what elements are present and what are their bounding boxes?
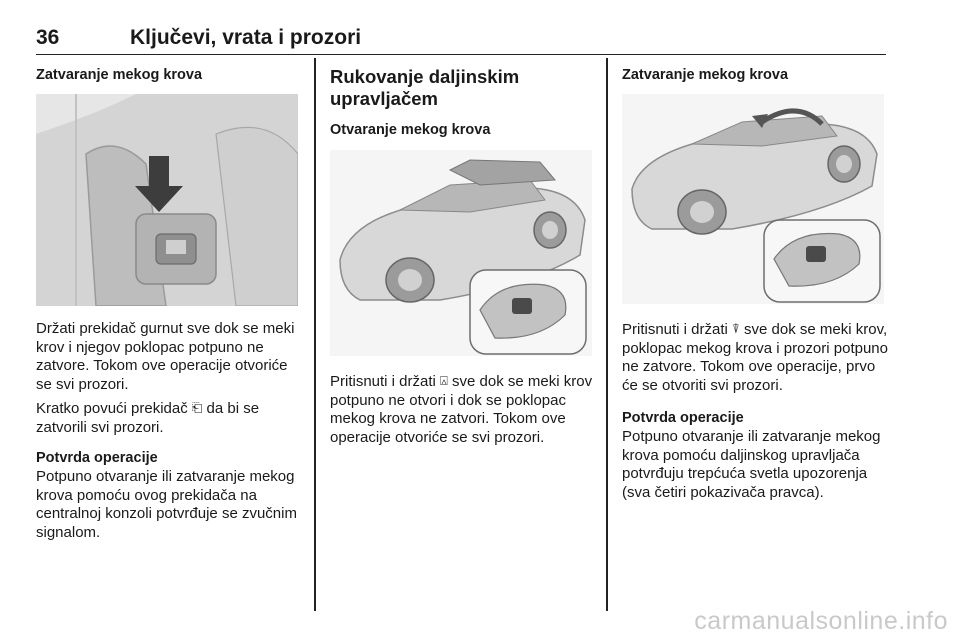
- column-1-body: [36, 320, 302, 542]
- column-2: [330, 60, 596, 140]
- car-roof-open-illustration: [330, 150, 592, 356]
- section-title-line-2: upravljačem: [330, 88, 438, 109]
- section-heading: Zatvaranje mekog krova: [36, 67, 203, 83]
- confirm-text-remote: Potpuno otvaranje ili zatvaranje mekog krova pomoću daljinskog upravljača potvrđuju trepćuća svetla upozorenja (sva četiri pokazivača pravca).: [622, 428, 881, 501]
- column-2-body: [330, 372, 596, 447]
- column-1: [36, 60, 302, 85]
- page-header: [36, 24, 886, 55]
- chapter-title: Ključevi, vrata i prozori: [130, 26, 362, 49]
- subsection-heading: Otvaranje mekog krova: [330, 122, 491, 138]
- car-roof-close-illustration: [622, 94, 884, 304]
- watermark: carmanualsonline.info: [694, 607, 948, 635]
- paragraph-1: Držati prekidač gurnut sve dok se meki krov i njegov poklopac potpuno ne zatvore. Tokom ove operacije otvoriće se svi prozori.: [36, 320, 295, 393]
- roof-close-button-icon: ⍒: [732, 321, 740, 336]
- paragraph-2: Kratko povući prekidač ⎗ da bi se zatvorili svi prozori.: [36, 400, 260, 436]
- confirm-heading-remote: Potvrda operacije: [622, 410, 744, 426]
- column-3-body: [622, 320, 890, 502]
- column-3: [622, 60, 888, 85]
- roof-open-button-icon: ⍓: [440, 373, 448, 388]
- confirm-text: Potpuno otvaranje ili zatvaranje mekog krova pomoću ovog prekidača na centralnoj konzoli potvrđuje se zvučnim signalom.: [36, 468, 297, 541]
- section-heading-close: Zatvaranje mekog krova: [622, 67, 789, 83]
- paragraph-open: Pritisnuti i držati ⍓ sve dok se meki krov potpuno ne otvori i dok se poklopac mekog krova ne zatvori. Tokom ove operacije otvoriće se svi prozori.: [330, 373, 593, 446]
- column-divider-1: [314, 58, 316, 611]
- paragraph-close: Pritisnuti i držati ⍒ sve dok se meki krov, poklopac mekog krova i prozori potpuno ne zatvore. Tokom ove operacije, prvo će se otvoriti svi prozori.: [622, 321, 888, 394]
- console-switch-illustration: [36, 94, 298, 306]
- roof-switch-icon: ⎗: [191, 400, 203, 415]
- column-divider-2: [606, 58, 608, 611]
- confirm-heading: Potvrda operacije: [36, 450, 158, 466]
- page-number: 36: [36, 26, 60, 49]
- section-title-line-1: Rukovanje daljinskim: [330, 66, 520, 87]
